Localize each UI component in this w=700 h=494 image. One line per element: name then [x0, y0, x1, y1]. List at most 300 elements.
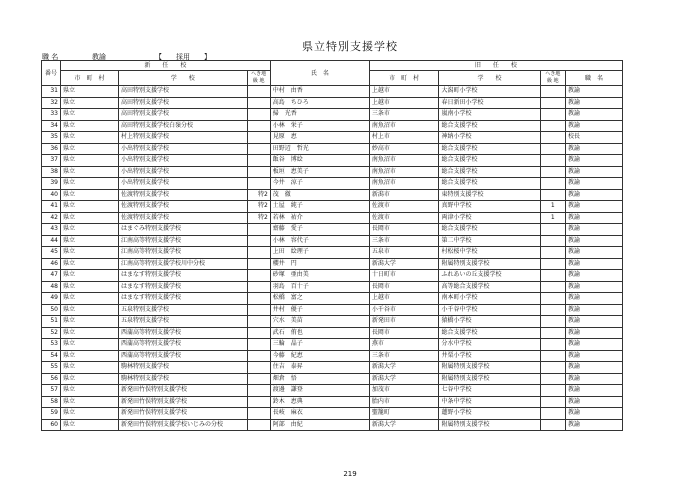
old-city: 三条市 [369, 350, 439, 362]
new-school: 五泉特別支援学校 [118, 316, 247, 328]
old-city: 佐渡市 [369, 212, 439, 224]
old-school: 総合支援学校 [439, 327, 540, 339]
job-name: 教諭 [92, 53, 106, 61]
new-school: 高田特別支援学校 [118, 109, 247, 121]
col-name-header: 氏 名 [270, 61, 369, 86]
old-school: 南本町小学校 [439, 293, 540, 305]
old-job-title: 教諭 [565, 178, 622, 190]
new-city: 県立 [60, 373, 118, 385]
new-remote-level: 特2 [247, 189, 270, 201]
teacher-name: 今藤 紀恵 [270, 350, 369, 362]
new-remote-level [247, 339, 270, 351]
new-city: 県立 [60, 166, 118, 178]
new-remote-level [247, 419, 270, 431]
old-job-title: 教諭 [565, 396, 622, 408]
row-number: 60 [42, 419, 61, 431]
old-city: 長岡市 [369, 327, 439, 339]
old-city: 上越市 [369, 293, 439, 305]
new-remote-level [247, 120, 270, 132]
old-job-title: 教諭 [565, 339, 622, 351]
new-city: 県立 [60, 281, 118, 293]
old-remote-level [540, 120, 565, 132]
old-city: 新潟市 [369, 189, 439, 201]
old-remote-level [540, 109, 565, 121]
teacher-name: 掃 光香 [270, 109, 369, 121]
teacher-name: 中村 由香 [270, 86, 369, 98]
old-city: 小千谷市 [369, 304, 439, 316]
row-number: 51 [42, 316, 61, 328]
new-remote-level [247, 178, 270, 190]
old-school: 嵐南小学校 [439, 109, 540, 121]
row-number: 40 [42, 189, 61, 201]
old-job-title: 教諭 [565, 350, 622, 362]
old-school: 七谷中学校 [439, 385, 540, 397]
old-city: 南魚沼市 [369, 166, 439, 178]
row-number: 48 [42, 281, 61, 293]
new-city: 県立 [60, 339, 118, 351]
old-city: 南魚沼市 [369, 178, 439, 190]
old-remote-level [540, 143, 565, 155]
row-number: 49 [42, 293, 61, 305]
new-remote-level [247, 408, 270, 420]
row-number: 41 [42, 201, 61, 213]
row-number: 58 [42, 396, 61, 408]
old-school: 第二中学校 [439, 235, 540, 247]
old-remote-level [540, 362, 565, 374]
new-remote-level [247, 247, 270, 259]
new-city: 県立 [60, 385, 118, 397]
old-city: 新潟大学 [369, 258, 439, 270]
table-row [42, 408, 623, 420]
old-job-title: 教諭 [565, 408, 622, 420]
old-job-title: 校長 [565, 132, 622, 144]
new-school: 西蒲高等特別支援学校 [118, 350, 247, 362]
new-school: 西蒲高等特別支援学校 [118, 339, 247, 351]
new-school: 江南高等特別支援学校 [118, 235, 247, 247]
new-school: 新発田竹俣特別支援学校 [118, 408, 247, 420]
old-job-title: 教諭 [565, 120, 622, 132]
old-job-title: 教諭 [565, 362, 622, 374]
old-school-header: 旧 任 校 [369, 61, 622, 71]
new-school: 駒林特別支援学校 [118, 362, 247, 374]
teacher-name: 土屋 純子 [270, 201, 369, 213]
old-school: 蓮野小学校 [439, 408, 540, 420]
old-school: 総合支援学校 [439, 178, 540, 190]
old-remote-level [540, 155, 565, 167]
old-remote-level [540, 385, 565, 397]
teacher-name: 茂 徹 [270, 189, 369, 201]
table-row [42, 143, 623, 155]
table-row [42, 189, 623, 201]
old-city-header: 市 町 村 [369, 71, 439, 86]
old-job-title: 教諭 [565, 224, 622, 236]
new-remote-level [247, 224, 270, 236]
old-school: 総合支援学校 [439, 224, 540, 236]
new-remote-level [247, 373, 270, 385]
new-school: 佐渡特別支援学校 [118, 189, 247, 201]
job-label: 職 名 [42, 53, 59, 61]
old-school: 総合支援学校 [439, 143, 540, 155]
new-remote-level [247, 86, 270, 98]
table-row [42, 362, 623, 374]
old-city: 新潟大学 [369, 373, 439, 385]
old-remote-level [540, 97, 565, 109]
teacher-name: 穴水 美苗 [270, 316, 369, 328]
job-type: 【 採用 】 [155, 53, 211, 61]
teacher-name: 羽島 百十子 [270, 281, 369, 293]
teacher-name: 齋藤 愛子 [270, 224, 369, 236]
old-remote-level [540, 86, 565, 98]
old-remote-level [540, 166, 565, 178]
old-job-title: 教諭 [565, 270, 622, 282]
new-remote-level [247, 235, 270, 247]
old-school: 総合支援学校 [439, 166, 540, 178]
new-city: 県立 [60, 247, 118, 259]
new-remote-level [247, 304, 270, 316]
new-city: 県立 [60, 350, 118, 362]
row-number: 50 [42, 304, 61, 316]
row-number: 47 [42, 270, 61, 282]
new-city: 県立 [60, 143, 118, 155]
old-remote-level [540, 224, 565, 236]
old-city: 三条市 [369, 109, 439, 121]
teacher-name: 井村 優子 [270, 304, 369, 316]
teacher-name: 若林 祐介 [270, 212, 369, 224]
new-city: 県立 [60, 178, 118, 190]
new-remote-level [247, 258, 270, 270]
row-number: 56 [42, 373, 61, 385]
row-number: 33 [42, 109, 61, 121]
teacher-name: 上田 絵理子 [270, 247, 369, 259]
old-remote-header: へき地 級 地 [540, 71, 565, 86]
old-school: 分水中学校 [439, 339, 540, 351]
old-school: 井栗小学校 [439, 350, 540, 362]
new-school: 新発田竹俣特別支援学校 [118, 396, 247, 408]
new-school: はまぐみ特別支援学校 [118, 224, 247, 236]
table-row [42, 327, 623, 339]
teacher-name: 飯谷 博絵 [270, 155, 369, 167]
table-row [42, 339, 623, 351]
new-school: 佐渡特別支援学校 [118, 201, 247, 213]
old-school: 附属特別支援学校 [439, 373, 540, 385]
table-row [42, 373, 623, 385]
teacher-name: 松橋 富之 [270, 293, 369, 305]
new-city: 県立 [60, 419, 118, 431]
new-remote-level [247, 281, 270, 293]
row-number: 59 [42, 408, 61, 420]
teacher-name: 住吉 泰昇 [270, 362, 369, 374]
old-city: 上越市 [369, 97, 439, 109]
teacher-name: 今井 涼子 [270, 178, 369, 190]
new-remote-level: 特2 [247, 212, 270, 224]
teacher-name: 田野辺 哲光 [270, 143, 369, 155]
new-school: 高田特別支援学校 [118, 97, 247, 109]
new-city: 県立 [60, 258, 118, 270]
row-number: 31 [42, 86, 61, 98]
teacher-name: 櫻井 円 [270, 258, 369, 270]
new-remote-level [247, 143, 270, 155]
table-row [42, 281, 623, 293]
old-job-title: 教諭 [565, 258, 622, 270]
table-row [42, 316, 623, 328]
old-school: 総合支援学校 [439, 155, 540, 167]
row-number: 38 [42, 166, 61, 178]
row-number: 53 [42, 339, 61, 351]
old-city: 加茂市 [369, 385, 439, 397]
row-number: 35 [42, 132, 61, 144]
teacher-name: 小林 栄子 [270, 120, 369, 132]
new-remote-level [247, 166, 270, 178]
old-remote-level [540, 316, 565, 328]
old-city: 南魚沼市 [369, 155, 439, 167]
old-school: 総合支援学校 [439, 120, 540, 132]
col-num-header: 番号 [42, 61, 61, 86]
old-remote-level [540, 396, 565, 408]
new-remote-level [247, 385, 270, 397]
new-remote-level [247, 109, 270, 121]
new-school: 高田特別支援学校白嶺分校 [118, 120, 247, 132]
table-row [42, 155, 623, 167]
teacher-name: 畑倉 悟 [270, 373, 369, 385]
new-remote-level [247, 155, 270, 167]
new-school: 五泉特別支援学校 [118, 304, 247, 316]
teacher-name: 三輪 晶子 [270, 339, 369, 351]
new-remote-level [247, 362, 270, 374]
old-city: 新潟大学 [369, 419, 439, 431]
old-school: 大潟町小学校 [439, 86, 540, 98]
old-job-title: 教諭 [565, 235, 622, 247]
new-remote-level [247, 396, 270, 408]
new-city: 県立 [60, 97, 118, 109]
table-row [42, 97, 623, 109]
old-school: 真野中学校 [439, 201, 540, 213]
new-school: 高田特別支援学校 [118, 86, 247, 98]
old-city: 佐渡市 [369, 201, 439, 213]
new-city: 県立 [60, 109, 118, 121]
table-row [42, 109, 623, 121]
new-city: 県立 [60, 270, 118, 282]
new-city: 県立 [60, 189, 118, 201]
old-city: 妙高市 [369, 143, 439, 155]
old-remote-level [540, 235, 565, 247]
table-row [42, 396, 623, 408]
teacher-name: 武石 侑也 [270, 327, 369, 339]
new-city: 県立 [60, 316, 118, 328]
new-school: 江南高等特別支援学校川中分校 [118, 258, 247, 270]
row-number: 57 [42, 385, 61, 397]
row-number: 32 [42, 97, 61, 109]
new-city: 県立 [60, 396, 118, 408]
old-school: 附属特別支援学校 [439, 362, 540, 374]
table-row [42, 304, 623, 316]
old-remote-level [540, 293, 565, 305]
teacher-name: 見原 恵 [270, 132, 369, 144]
new-school: 駒林特別支援学校 [118, 373, 247, 385]
teacher-name: 阿部 由紀 [270, 419, 369, 431]
table-row [42, 270, 623, 282]
old-job-title: 教諭 [565, 304, 622, 316]
table-row [42, 201, 623, 213]
new-school: 小出特別支援学校 [118, 166, 247, 178]
new-school: 小出特別支援学校 [118, 143, 247, 155]
page-title: 県立特別支援学校 [302, 40, 398, 53]
table-row [42, 235, 623, 247]
new-remote-level [247, 316, 270, 328]
old-school: 附属特別支援学校 [439, 419, 540, 431]
old-school: 春日新田小学校 [439, 97, 540, 109]
table-row [42, 86, 623, 98]
old-school: 小千谷中学校 [439, 304, 540, 316]
old-school: 高等総合支援学校 [439, 281, 540, 293]
old-job-title: 教諭 [565, 155, 622, 167]
new-city: 県立 [60, 201, 118, 213]
old-remote-level: 1 [540, 212, 565, 224]
row-number: 54 [42, 350, 61, 362]
row-number: 46 [42, 258, 61, 270]
table-row [42, 258, 623, 270]
old-remote-level: 1 [540, 201, 565, 213]
row-number: 36 [42, 143, 61, 155]
new-remote-level [247, 293, 270, 305]
row-number: 34 [42, 120, 61, 132]
new-school: はまなす特別支援学校 [118, 293, 247, 305]
old-school: 中条中学校 [439, 396, 540, 408]
old-city: 五泉市 [369, 247, 439, 259]
old-job-title: 教諭 [565, 316, 622, 328]
new-school: 小出特別支援学校 [118, 178, 247, 190]
table-row [42, 132, 623, 144]
teacher-name: 鈴木 恵典 [270, 396, 369, 408]
old-city: 胎内市 [369, 396, 439, 408]
old-city: 長岡市 [369, 281, 439, 293]
new-school: 新発田竹俣特別支援学校 [118, 385, 247, 397]
old-job-title: 教諭 [565, 281, 622, 293]
teacher-name: 高島 ちひろ [270, 97, 369, 109]
old-school: 附属特別支援学校 [439, 258, 540, 270]
table-row [42, 212, 623, 224]
new-remote-level [247, 327, 270, 339]
old-job-title: 教諭 [565, 189, 622, 201]
new-city: 県立 [60, 155, 118, 167]
new-remote-level [247, 97, 270, 109]
table-row [42, 419, 623, 431]
new-city: 県立 [60, 235, 118, 247]
old-job-title: 教諭 [565, 97, 622, 109]
old-remote-level [540, 327, 565, 339]
old-job-title: 教諭 [565, 247, 622, 259]
new-city: 県立 [60, 120, 118, 132]
row-number: 39 [42, 178, 61, 190]
old-school: ふれあいの丘支援学校 [439, 270, 540, 282]
new-school: 小出特別支援学校 [118, 155, 247, 167]
new-remote-level: 特2 [247, 201, 270, 213]
row-number: 37 [42, 155, 61, 167]
new-city: 県立 [60, 327, 118, 339]
old-remote-level [540, 419, 565, 431]
teacher-name: 渡邊 謙登 [270, 385, 369, 397]
old-job-title: 教諭 [565, 385, 622, 397]
old-job-title: 教諭 [565, 201, 622, 213]
old-city: 上越市 [369, 86, 439, 98]
old-job-title: 教諭 [565, 327, 622, 339]
new-city: 県立 [60, 408, 118, 420]
old-job-title: 教諭 [565, 109, 622, 121]
table-row [42, 247, 623, 259]
new-remote-level [247, 132, 270, 144]
row-number: 42 [42, 212, 61, 224]
new-school: はまなす特別支援学校 [118, 281, 247, 293]
old-city: 村上市 [369, 132, 439, 144]
teacher-name: 砂塚 亜由美 [270, 270, 369, 282]
old-city: 新潟大学 [369, 362, 439, 374]
old-remote-level [540, 132, 565, 144]
table-row [42, 224, 623, 236]
new-remote-level [247, 270, 270, 282]
old-school: 両津小学校 [439, 212, 540, 224]
teacher-name: 小林 容代子 [270, 235, 369, 247]
old-remote-level [540, 270, 565, 282]
old-remote-level [540, 304, 565, 316]
new-city: 県立 [60, 212, 118, 224]
row-number: 52 [42, 327, 61, 339]
old-job-title: 教諭 [565, 212, 622, 224]
old-remote-level [540, 339, 565, 351]
old-job-title: 教諭 [565, 143, 622, 155]
old-remote-level [540, 258, 565, 270]
new-school: 村上特別支援学校 [118, 132, 247, 144]
teacher-name: 長岐 麻衣 [270, 408, 369, 420]
new-school: 西蒲高等特別支援学校 [118, 327, 247, 339]
old-city: 新発田市 [369, 316, 439, 328]
old-city: 三条市 [369, 235, 439, 247]
table-row [42, 350, 623, 362]
new-school: はまなす特別支援学校 [118, 270, 247, 282]
new-city-header: 市 町 村 [60, 71, 118, 86]
old-remote-level [540, 281, 565, 293]
old-school: 東特別支援学校 [439, 189, 540, 201]
row-number: 43 [42, 224, 61, 236]
old-job-title: 教諭 [565, 373, 622, 385]
new-city: 県立 [60, 362, 118, 374]
row-number: 45 [42, 247, 61, 259]
old-job-title: 教諭 [565, 86, 622, 98]
new-school-header: 新 任 校 [60, 61, 270, 71]
old-remote-level [540, 373, 565, 385]
page-number: 219 [343, 470, 357, 478]
new-city: 県立 [60, 304, 118, 316]
row-number: 44 [42, 235, 61, 247]
old-school: 村松桜中学校 [439, 247, 540, 259]
table-row [42, 120, 623, 132]
old-remote-level [540, 350, 565, 362]
assignment-table [41, 60, 623, 431]
old-city: 聖籠町 [369, 408, 439, 420]
old-remote-level [540, 408, 565, 420]
new-school-col-header: 学 校 [118, 71, 247, 86]
old-remote-level [540, 189, 565, 201]
table-row [42, 178, 623, 190]
old-job-title: 教諭 [565, 166, 622, 178]
new-school: 佐渡特別支援学校 [118, 212, 247, 224]
header-row-1 [42, 61, 623, 71]
old-city: 南魚沼市 [369, 120, 439, 132]
new-school: 新発田竹俣特別支援学校いじみの分校 [118, 419, 247, 431]
table-row [42, 166, 623, 178]
old-remote-level [540, 247, 565, 259]
old-job-title: 教諭 [565, 419, 622, 431]
new-city: 県立 [60, 132, 118, 144]
table-row [42, 293, 623, 305]
